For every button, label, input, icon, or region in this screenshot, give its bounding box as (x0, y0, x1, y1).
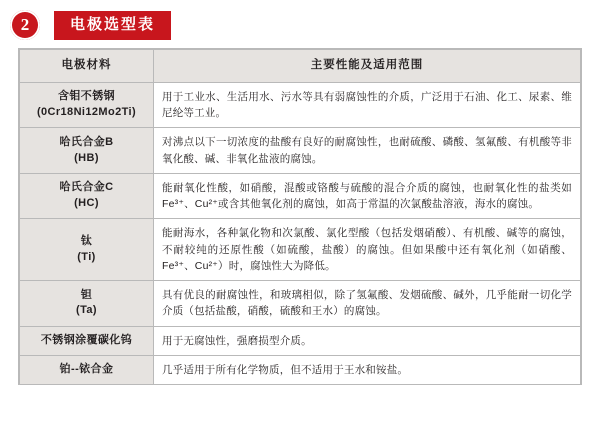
section-number-badge: 2 (10, 10, 40, 40)
table-row (20, 173, 581, 219)
material-name-line1: 哈氏合金C (59, 181, 114, 194)
cell-material (20, 173, 154, 219)
section-header (0, 0, 600, 40)
table-row (20, 326, 581, 355)
table-row (20, 356, 581, 385)
material-name-line2: (Ti) (77, 250, 96, 263)
cell-material (20, 281, 154, 327)
material-name-line2: (Ta) (76, 304, 97, 317)
table-header-row (20, 50, 581, 83)
table-row (20, 128, 581, 174)
cell-description: 能耐海水，各种氯化物和次氯酸、氯化型酸（包括发烟硝酸）、有机酸、碱等的腐蚀，不耐较纯的还原性酸（如硫酸，盐酸）的腐蚀。但如果酸中还有氧化剂（如硝酸、Fe³⁺、Cu²⁺）时，腐蚀性大为降低。 (154, 219, 581, 281)
table-header (20, 50, 581, 83)
cell-description: 具有优良的耐腐蚀性，和玻璃相似，除了氢氟酸、发烟硫酸、碱外，几乎能耐一切化学介质（包括盐酸，硝酸，硫酸和王水）的腐蚀。 (154, 281, 581, 327)
page-title: 电极选型表 (54, 11, 171, 40)
material-name-line2: (0Cr18Ni12Mo2Ti) (36, 106, 137, 119)
table-row (20, 281, 581, 327)
table-row (20, 82, 581, 128)
material-name-line2: (HC) (74, 197, 99, 210)
material-name-line2: (HB) (74, 151, 99, 164)
cell-description: 用于无腐蚀性，强磨损型介质。 (154, 326, 581, 355)
material-name-line1: 钽 (80, 288, 93, 301)
column-header-description: 主要性能及适用范围 (154, 50, 581, 83)
material-name-line1: 含钼不锈钢 (58, 90, 115, 103)
cell-material (20, 356, 154, 385)
cell-description: 几乎适用于所有化学物质，但不适用于王水和铵盐。 (154, 356, 581, 385)
material-name-line1: 哈氏合金B (59, 135, 114, 148)
column-header-material: 电极材料 (20, 50, 154, 83)
cell-material (20, 219, 154, 281)
cell-description: 用于工业水、生活用水、污水等具有弱腐蚀性的介质，广泛用于石油、化工、尿素、维尼纶等工业。 (154, 82, 581, 128)
electrode-selection-table-container (18, 48, 582, 385)
cell-material (20, 128, 154, 174)
electrode-selection-table (19, 49, 581, 385)
cell-material (20, 326, 154, 355)
material-name-line1: 铂--铱合金 (59, 363, 114, 376)
cell-description: 能耐氧化性酸，如硝酸，混酸或铬酸与硫酸的混合介质的腐蚀，也耐氧化性的盐类如Fe³⁺、Cu²⁺或含其他氧化剂的腐蚀，如高于常温的次氯酸盐溶液，海水的腐蚀。 (154, 173, 581, 219)
table-body (20, 82, 581, 384)
cell-description: 对沸点以下一切浓度的盐酸有良好的耐腐蚀性，也耐硫酸、磷酸、氢氟酸、有机酸等非氧化酸、碱、非氧化盐液的腐蚀。 (154, 128, 581, 174)
table-row (20, 219, 581, 281)
material-name-line1: 不锈钢涂覆碳化钨 (40, 333, 133, 346)
cell-material (20, 82, 154, 128)
material-name-line1: 钛 (80, 234, 93, 247)
